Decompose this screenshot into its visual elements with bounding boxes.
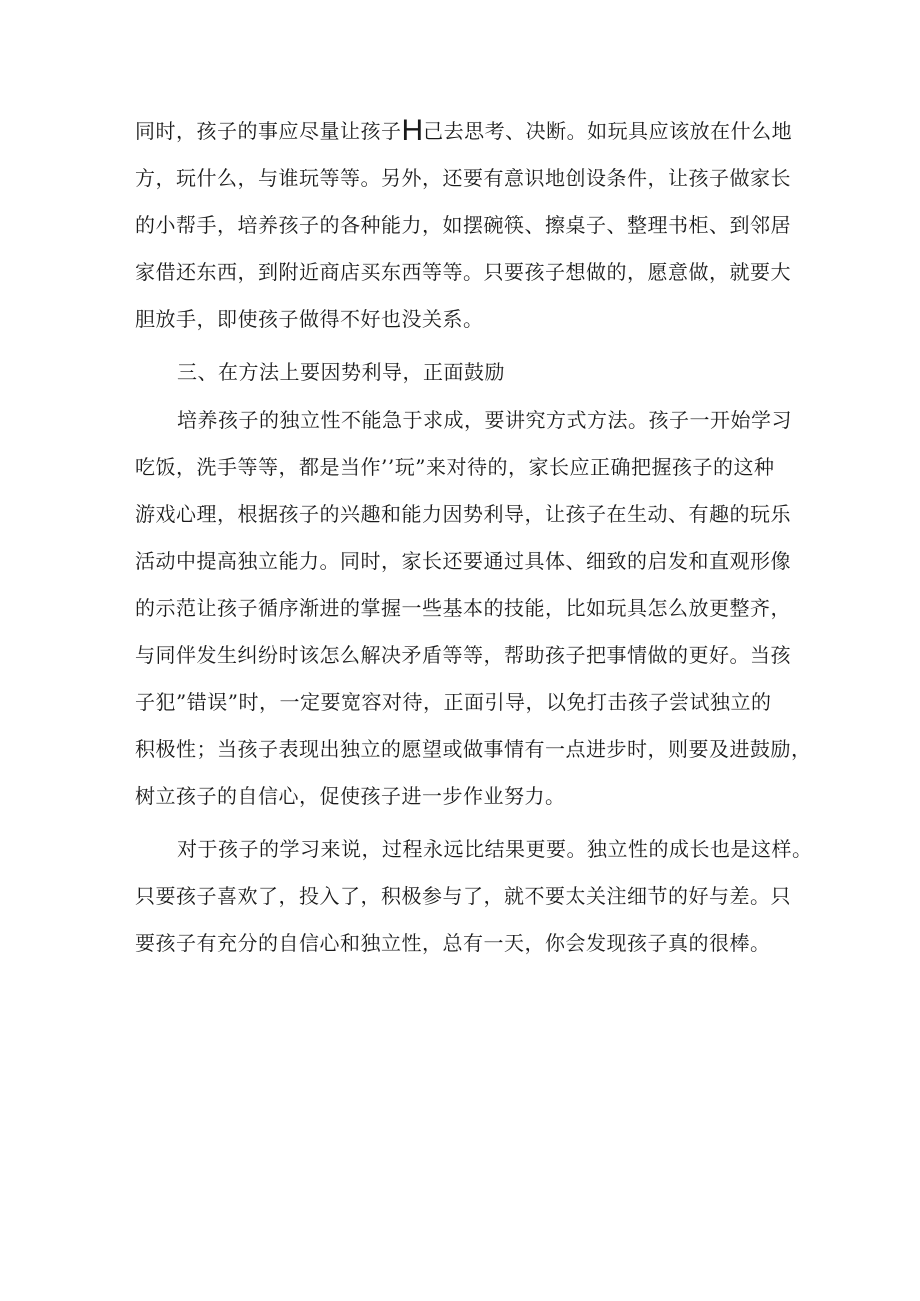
paragraph-1-line-2: 方，玩什么，与谁玩等等。另外，还要有意识地创设条件，让孩子做家长 bbox=[135, 166, 791, 190]
paragraph-2-line-1: 培养孩子的独立性不能急于求成，要讲究方式方法。孩子一开始学习 bbox=[177, 408, 792, 432]
text-segment: 同时，孩子的事应尽量让孩子 bbox=[135, 119, 402, 143]
paragraph-1-line-5: 胆放手，即使孩子做得不好也没关系。 bbox=[135, 307, 484, 331]
paragraph-2-line-7: 子犯”错误”时，一定要宽容对待，正面引导，以免打击孩子尝试独立的 bbox=[135, 690, 772, 714]
paragraph-1-line-3: 的小帮手，培养孩子的各种能力，如摆碗筷、擦桌子、整理书柜、到邻居 bbox=[135, 213, 791, 237]
paragraph-1-line-1 bbox=[135, 116, 792, 146]
text-segment: 己去思考、决断。如玩具应该放在什么地 bbox=[423, 119, 793, 143]
paragraph-2-line-5: 的示范让孩子循序渐进的掌握一些基本的技能，比如玩具怎么放更整齐， bbox=[135, 596, 791, 620]
paragraph-2-line-2: 吃饭，洗手等等，都是当作’’玩”来对待的，家长应正确把握孩子的这种 bbox=[135, 455, 775, 479]
paragraph-2-line-3: 游戏心理，根据孩子的兴趣和能力因势利导，让孩子在生动、有趣的玩乐 bbox=[135, 502, 791, 526]
paragraph-2-line-8: 积极性；当孩子表现出独立的愿望或做事情有一点进步时，则要及进鼓励， bbox=[135, 737, 812, 761]
paragraph-3-line-3: 要孩子有充分的自信心和独立性，总有一天，你会发现孩子真的很棒。 bbox=[135, 931, 771, 955]
paragraph-1-line-4: 家借还东西，到附近商店买东西等等。只要孩子想做的，愿意做，就要大 bbox=[135, 260, 791, 284]
paragraph-2-line-6: 与同伴发生纠纷时该怎么解决矛盾等等，帮助孩子把事情做的更好。当孩 bbox=[135, 643, 791, 667]
section-heading: 三、在方法上要因势利导，正面鼓励 bbox=[177, 360, 505, 384]
paragraph-2-line-4: 活动中提高独立能力。同时，家长还要通过具体、细致的启发和直观形像 bbox=[135, 549, 791, 573]
ocr-glyph: H bbox=[401, 114, 424, 147]
paragraph-2-line-9: 树立孩子的自信心，促使孩子进一步作业努力。 bbox=[135, 784, 566, 808]
paragraph-3-line-2: 只要孩子喜欢了，投入了，积极参与了，就不要太关注细节的好与差。只 bbox=[135, 884, 791, 908]
paragraph-3-line-1: 对于孩子的学习来说，过程永远比结果更要。独立性的成长也是这样。 bbox=[177, 837, 813, 861]
